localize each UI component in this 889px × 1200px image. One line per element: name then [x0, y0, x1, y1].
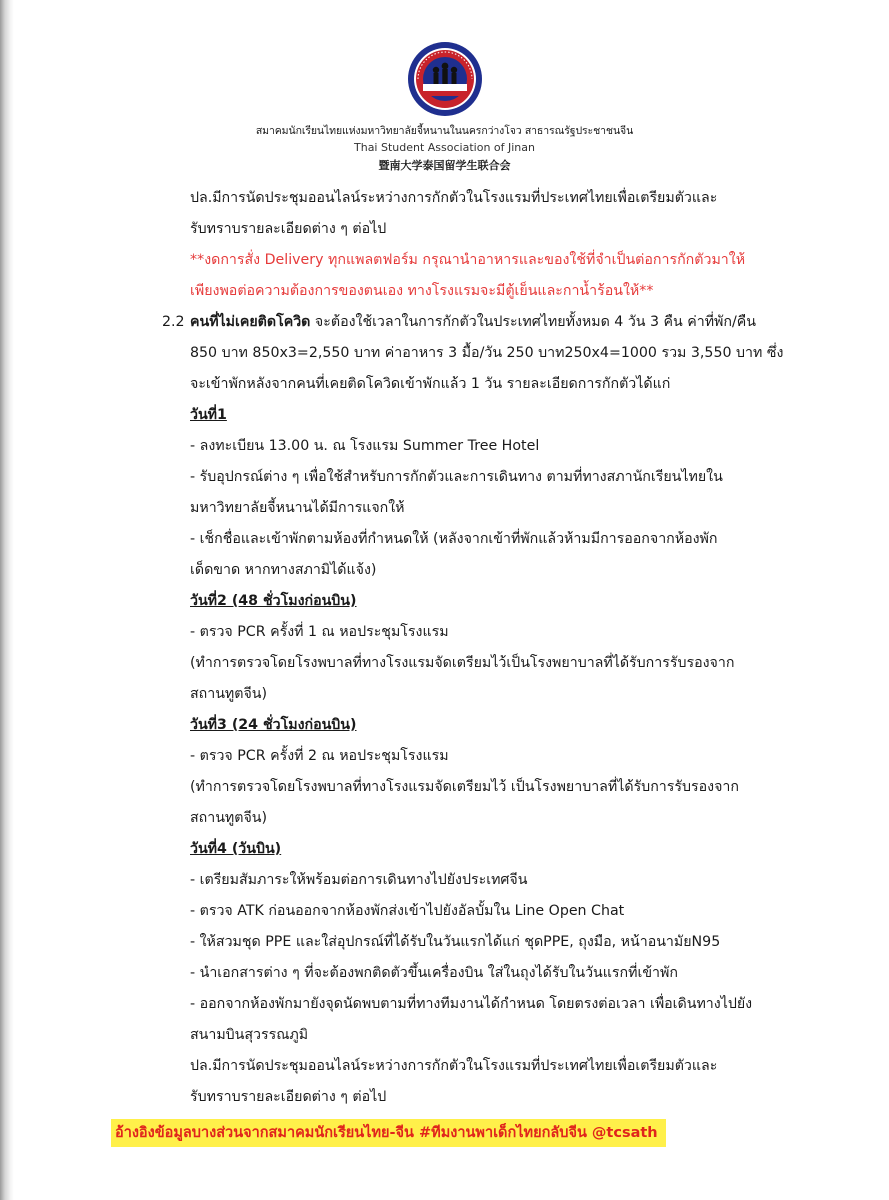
day2-item: (ทำการตรวจโดยโรงพบาลที่ทางโรงแรมจัดเตรียมไว้เป็นโรงพยาบาลที่ได้รับการรับรองจาก [190, 655, 735, 671]
association-name-chinese: 暨南大学泰国留学生联合会 [378, 159, 511, 172]
association-name-english: Thai Student Association of Jinan [354, 141, 535, 154]
section-heading: คนที่ไม่เคยติดโควิด [190, 314, 311, 330]
day1-item: - ลงทะเบียน 13.00 น. ณ โรงแรม Summer Tree Hotel [190, 438, 540, 454]
day3-title: วันที่3 (24 ชั่วโมงก่อนบิน) [190, 717, 357, 733]
day4-title: วันที่4 (วันบิน) [190, 841, 282, 857]
day3-item: (ทำการตรวจโดยโรงพบาลที่ทางโรงแรมจัดเตรียมไว้ เป็นโรงพยาบาลที่ได้รับการรับรองจาก [190, 779, 739, 795]
warning-line: เพียงพอต่อความต้องการของตนเอง ทางโรงแรมจะมีตู้เย็นและกาน้ำร้อนให้** [190, 283, 654, 299]
day2-title: วันที่2 (48 ชั่วโมงก่อนบิน) [190, 593, 357, 609]
section-text: จะต้องใช้เวลาในการกักตัวในประเทศไทยทั้งหมด 4 วัน 3 คืน ค่าที่พัก/คืน [310, 314, 756, 330]
day2-item: - ตรวจ PCR ครั้งที่ 1 ณ หอประชุมโรงแรม [190, 624, 449, 640]
day2-item: สถานทูตจีน) [190, 686, 268, 702]
page-edge-shadow [0, 0, 14, 1200]
intro-line: ปล.มีการนัดประชุมออนไลน์ระหว่างการกักตัวในโรงแรมที่ประเทศไทยเพื่อเตรียมตัวและ [190, 190, 718, 206]
day4-item: ปล.มีการนัดประชุมออนไลน์ระหว่างการกักตัวในโรงแรมที่ประเทศไทยเพื่อเตรียมตัวและ [190, 1058, 718, 1074]
day4-item: - ตรวจ ATK ก่อนออกจากห้องพักส่งเข้าไปยังอัลบั้มใน Line Open Chat [190, 903, 625, 919]
day1-item: - เช็กชื่อและเข้าพักตามห้องที่กำหนดให้ (หลังจากเข้าที่พักแล้วห้ามมีการออกจากห้องพัก [190, 531, 718, 547]
day4-item: - ออกจากห้องพักมายังจุดนัดพบตามที่ทางทีมงานได้กำหนด โดยตรงต่อเวลา เพื่อเดินทางไปยัง [190, 996, 753, 1012]
association-name-thai: สมาคมนักเรียนไทยแห่งมหาวิทยาลัยจี้หนานในนครกว่างโจว สาธารณรัฐประชาชนจีน [255, 125, 634, 137]
day1-item: - รับอุปกรณ์ต่าง ๆ เพื่อใช้สำหรับการกักตัวและการเดินทาง ตามที่ทางสภานักเรียนไทยใน [190, 469, 723, 485]
day4-item: สนามบินสุวรรณภูมิ [190, 1027, 309, 1043]
association-logo [406, 40, 484, 118]
day1-item: มหาวิทยาลัยจี้หนานได้มีการแจกให้ [190, 500, 405, 516]
day1-title: วันที่1 [190, 407, 227, 423]
letterhead [0, 40, 889, 173]
day1-item: เด็ดขาด หากทางสภามิได้แจ้ง) [190, 562, 377, 578]
day4-item: - นำเอกสารต่าง ๆ ที่จะต้องพกติดตัวขึ้นเครื่องบิน ใส่ในถุงได้รับในวันแรกที่เข้าพัก [190, 965, 678, 981]
section-text: จะเข้าพักหลังจากคนที่เคยติดโควิดเข้าพักแล้ว 1 วัน รายละเอียดการกักตัวได้แก่ [190, 376, 671, 392]
day3-item: - ตรวจ PCR ครั้งที่ 2 ณ หอประชุมโรงแรม [190, 748, 449, 764]
intro-line: รับทราบรายละเอียดต่าง ๆ ต่อไป [190, 221, 387, 237]
warning-line: **งดการสั่ง Delivery ทุกแพลตฟอร์ม กรุณานำอาหารและของใช้ที่จำเป็นต่อการกักตัวมาให้ [190, 252, 746, 268]
day4-item: รับทราบรายละเอียดต่าง ๆ ต่อไป [190, 1089, 387, 1105]
section-number: 2.2 [162, 314, 185, 330]
day4-item: - เตรียมสัมภาระให้พร้อมต่อการเดินทางไปยังประเทศจีน [190, 872, 528, 888]
document-body [162, 183, 790, 1113]
section-heading-line [162, 307, 790, 338]
source-credit-banner: อ้างอิงข้อมูลบางส่วนจากสมาคมนักเรียนไทย-จีน #ทีมงานพาเด็กไทยกลับจีน @tcsath [111, 1119, 666, 1147]
day4-item: - ให้สวมชุด PPE และใส่อุปกรณ์ที่ได้รับในวันแรกได้แก่ ชุดPPE, ถุงมือ, หน้าอนามัยN95 [190, 934, 721, 950]
section-text: 850 บาท 850x3=2,550 บาท ค่าอาหาร 3 มื้อ/วัน 250 บาท250x4=1000 รวม 3,550 บาท ซึ่ง [190, 345, 784, 361]
day3-item: สถานทูตจีน) [190, 810, 268, 826]
